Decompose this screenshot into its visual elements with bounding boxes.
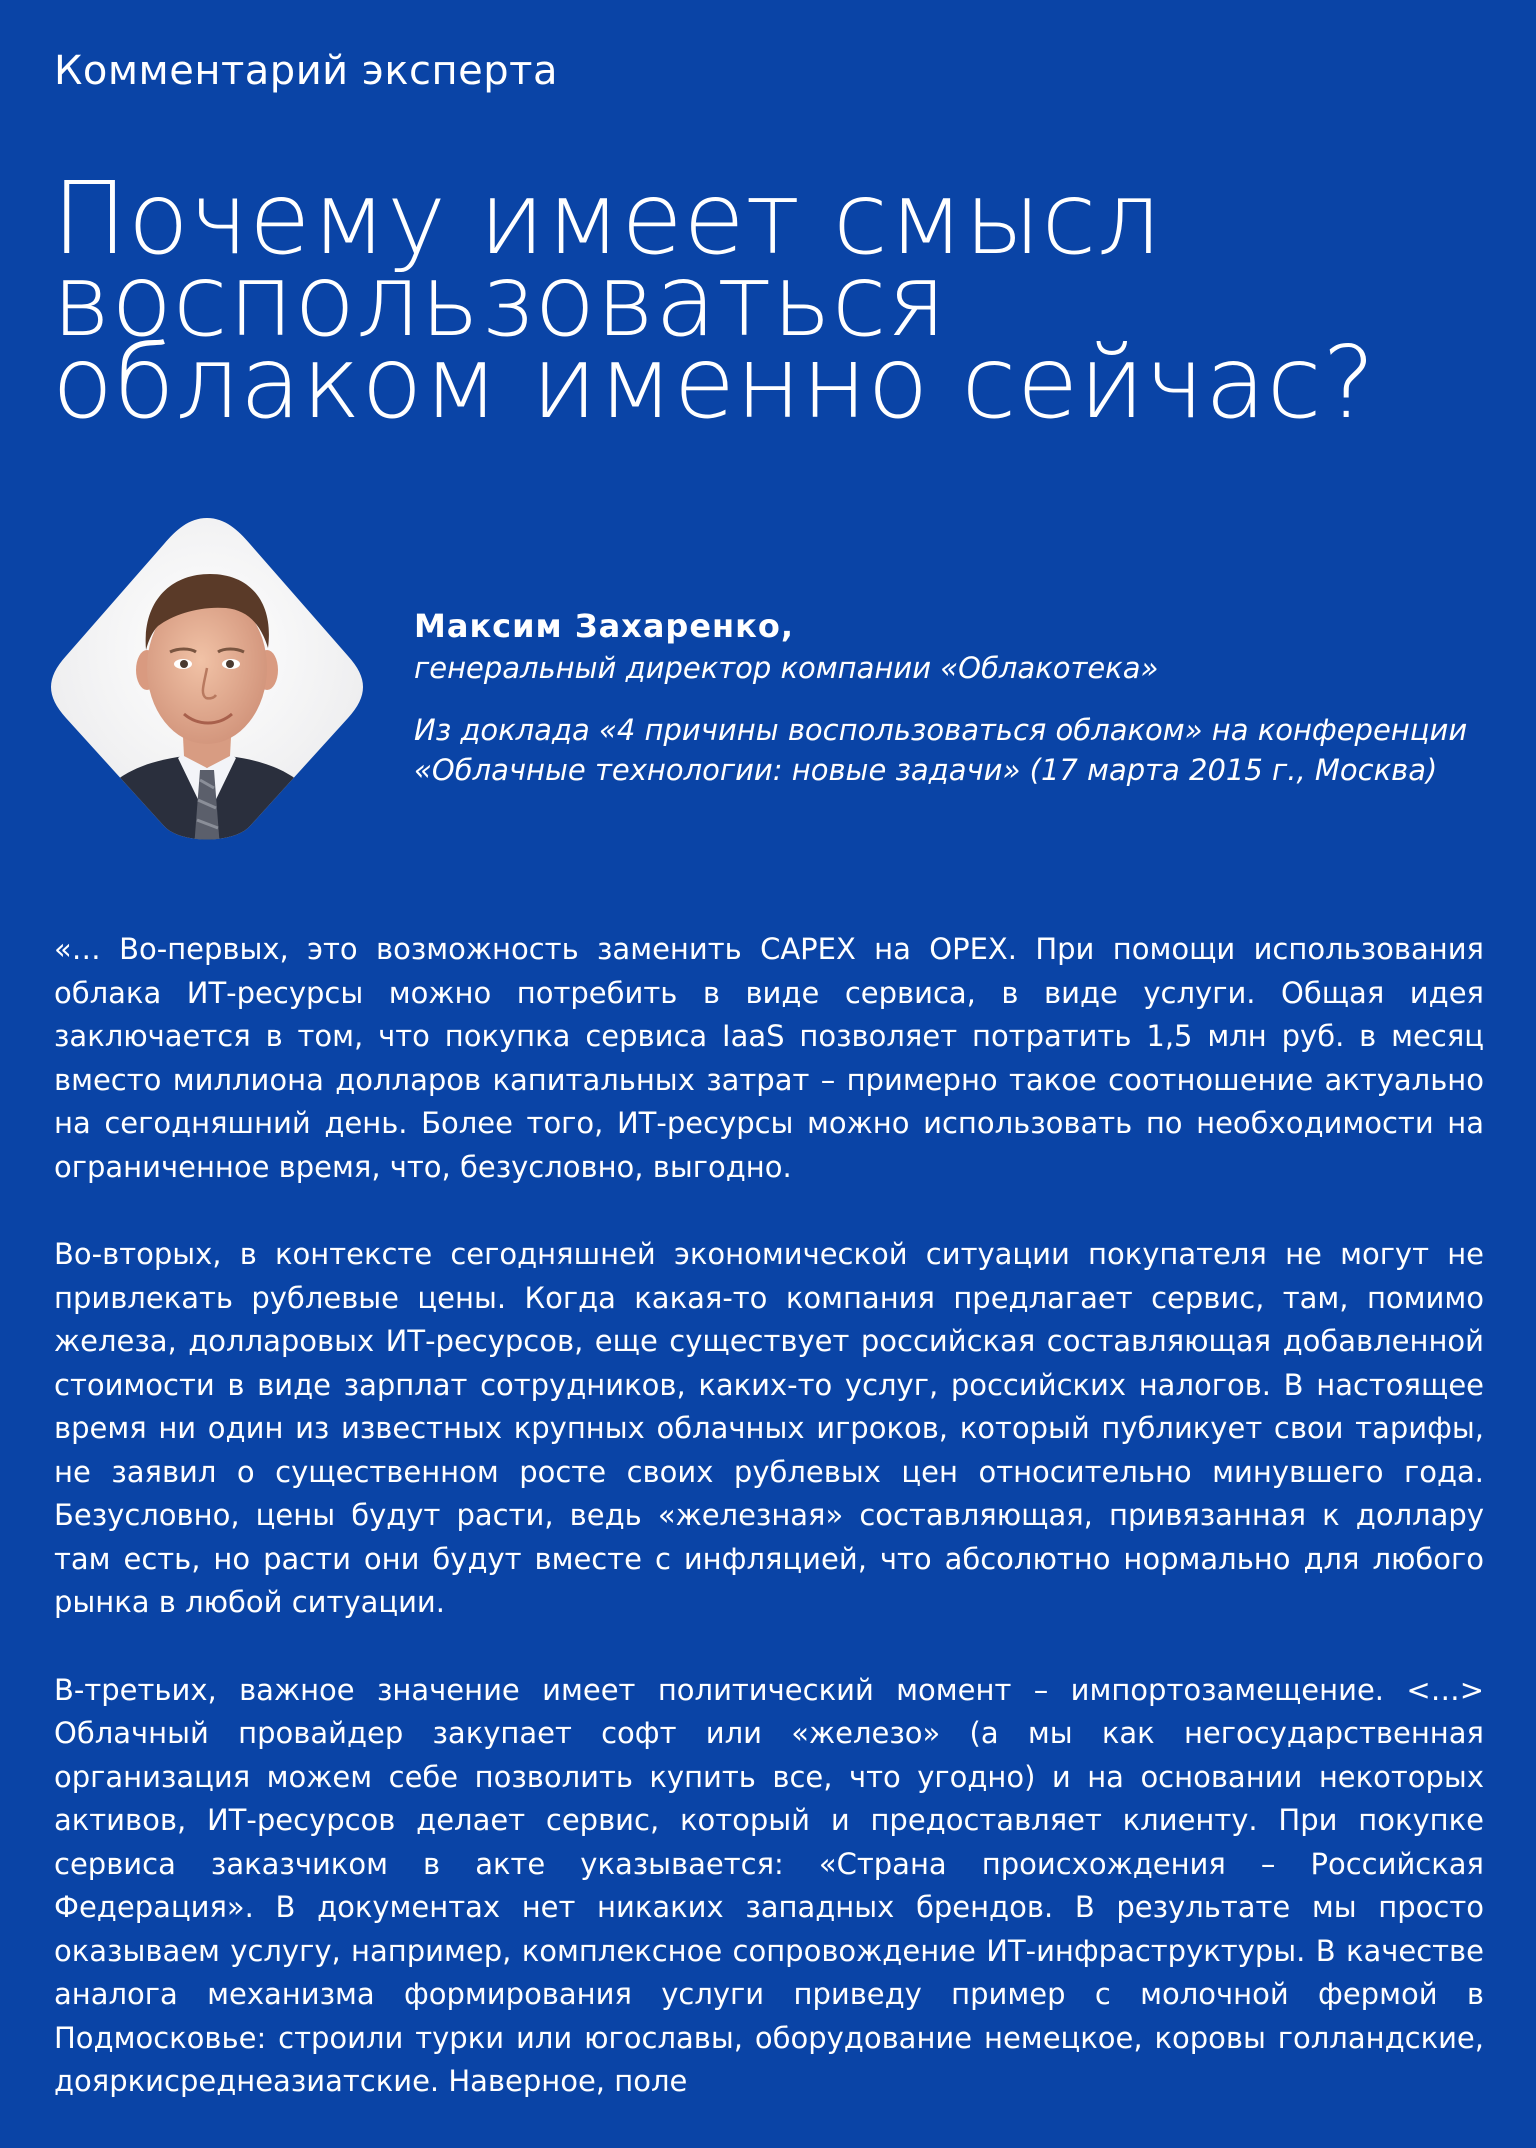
talk-source-line-2: «Облачные технологии: новые задачи» (17 марта 2015 г., Москва) <box>414 753 1438 787</box>
article-body <box>54 928 1484 2148</box>
paragraph-1: «… Во-первых, это возможность заменить CAPEX на OPEX. При помощи использования облака ИТ-ресурсы можно потребить в виде сервиса, в виде услуги. Общая идея заключается в том, что покупка сервиса IaaS позволяет потратить 1,5 млн руб. в месяц вместо миллиона долларов капитальных затрат – примерно такое соотношение актуально на сегодняшний день. Более того, ИТ-ресурсы можно использовать по необходимости на ограниченное время, что, безусловно, выгодно. <box>54 932 1484 1184</box>
talk-source-line-1: Из доклада «4 причины воспользоваться облаком» на конференции <box>414 713 1468 747</box>
author-role: генеральный директор компании «Облакотека» <box>414 651 1159 685</box>
talk-source <box>414 710 1494 790</box>
headline-line-1: Почему имеет смысл <box>52 160 1162 277</box>
author-byline <box>414 606 1494 790</box>
headline-line-2: воспользоваться <box>52 242 947 359</box>
headline <box>52 160 1452 441</box>
author-portrait <box>50 518 364 848</box>
section-label: Комментарий эксперта <box>54 48 558 94</box>
paragraph-3: В-третьих, важное значение имеет политический момент – импортозамещение. <…> Облачный провайдер закупает софт или «железо» (а мы как негосударственная организация можем себе позволить купить все, что угодно) и на основании некоторых активов, ИТ-ресурсов делает сервис, который и предоставляет клиенту. При покупке сервиса заказчиком в акте указывается: «Страна происхождения – Российская Федерация». В документах нет никаких западных брендов. В результате мы просто оказываем услугу, например, комплексное сопровождение ИТ-инфраструктуры. В качестве аналога механизма формирования услуги приведу пример с молочной фермой в Подмосковье: строили турки или югославы, оборудование немецкое, коровы голландские, дояркисреднеазиатские. Наверное, поле <box>54 1672 1484 2098</box>
author-name: Максим Захаренко, <box>414 607 794 645</box>
headline-line-3: облаком именно сейчас? <box>52 324 1376 441</box>
paragraph-2: Во-вторых, в контексте сегодняшней экономической ситуации покупателя не могут не привлекать рублевые цены. Когда какая-то компания предлагает сервис, там, помимо железа, долларовых ИТ-ресурсов, еще существует российская составляющая добавленной стоимости в виде зарплат сотрудников, каких-то услуг, российских налогов. В настоящее время ни один из известных крупных облачных игроков, который публикует свои тарифы, не заявил о существенном росте своих рублевых цен относительно минувшего года. Безусловно, цены будут расти, ведь «железная» составляющая, привязанная к доллару там есть, но расти они будут вместе с инфляцией, что абсолютно нормально для любого рынка в любой ситуации. <box>54 1237 1484 1619</box>
